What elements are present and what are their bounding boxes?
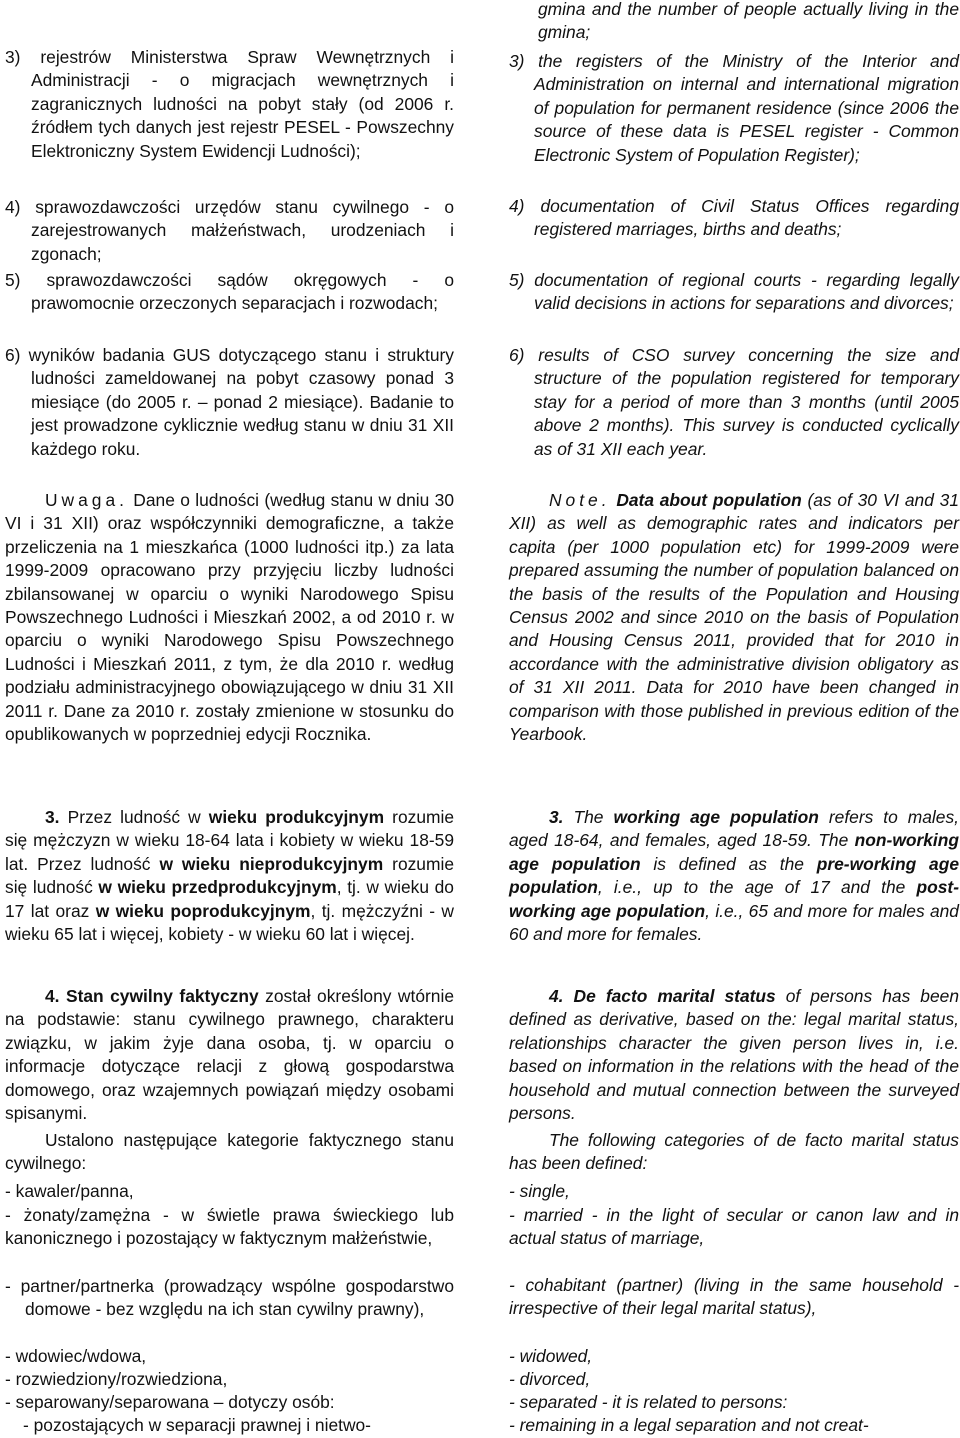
pl-s3-term-nonworking-age: w wieku nieprodukcyjnym (159, 853, 384, 874)
pl-section-3-number: 3. (45, 807, 60, 827)
en-categories-intro: The following categories of de facto marital status has been defined: (509, 1130, 959, 1174)
pl-section-3 (5, 806, 454, 946)
en-section-3 (509, 806, 959, 946)
pl-s3-text-e: rozumie się ludność (5, 853, 455, 898)
pl-s3-text-c: rozumie się mężczyzn w wieku 18-64 lata i kobiety w wieku 18-59 lat. Przez ludność (5, 807, 455, 874)
en-section-4 (509, 985, 959, 1125)
en-list-item-5: 5) documentation of regional courts - regarding legally valid decisions in actions for separations and divorces; (509, 270, 959, 314)
en-category-4: - widowed, (509, 1346, 593, 1366)
pl-categories-intro: Ustalono następujące kategorie faktycznego stanu cywilnego: (5, 1130, 454, 1174)
en-note-label: Note. (549, 490, 611, 510)
pl-list-item-3: 3) rejestrów Ministerstwa Spraw Wewnętrznych i Administracji - o migracjach wewnętrznych i zagranicznych ludności na pobyt stały (od 2006 r. źródłem tych danych jest rejestr PESEL - Powszechny Elektroniczny System Ewidencji Ludności); (5, 47, 454, 161)
en-list-item-6: 6) results of CSO survey concerning the size and structure of the population registered for temporary stay for a period of more than 3 months (until 2005 above 2 months). This survey is conducted cyclically as of 31 XII each year. (509, 345, 959, 459)
en-note-text: (as of 30 VI and 31 XII) as well as demographic rates and indicators per capita (per 1000 population etc) for 1999-2009 were prepared assuming the number of population balanced on the basis of the results of the Population and Housing Census 2002 and since 2010 on the basis of Population and Housing Census 2011, provided that for 2010 in accordance with the administrative division obligatory as of 31 XII 2011. Data for 2010 have been changed in comparison with those published in previous edition of the Yearbook. (509, 490, 959, 745)
en-list-item-4: 4) documentation of Civil Status Offices regarding registered marriages, births and deaths; (509, 196, 959, 240)
en-s3-term-postworking-age: post-working age population (509, 877, 959, 921)
en-category-3: - cohabitant (partner) (living in the same household - irrespective of their legal marital status), (509, 1275, 959, 1319)
en-s3-text-c: refers to males, aged 18-64, and females, aged 18-59. The (509, 807, 959, 851)
en-note-term: Data about population (610, 490, 802, 510)
pl-section-4-number: 4. (45, 986, 60, 1006)
en-s3-term-nonworking-age: non-working age population (509, 830, 959, 874)
en-category-1: - single, (509, 1181, 570, 1201)
en-category-6: - separated - it is related to persons: (509, 1392, 788, 1412)
en-category-2: - married - in the light of secular or canon law and in actual status of marriage, (509, 1205, 959, 1249)
pl-category-4: - wdowiec/wdowa, (5, 1346, 147, 1366)
en-continuation: gmina and the number of people actually living in the gmina; (538, 0, 959, 43)
pl-list-item-4: 4) sprawozdawczości urzędów stanu cywilnego - o zarejestrowanych małżeństwach, urodzeniach i zgonach; (5, 197, 454, 264)
pl-s3-term-postworking-age: w wieku poprodukcyjnym (95, 900, 311, 921)
en-s3-text-a: The (563, 807, 614, 827)
en-s4-text: of persons has been defined as derivative, based on the: legal marital status, relationships character the given person lives in, i.e. based on information in the relations with the head of the household and mutual connection between the surveyed persons. (509, 986, 959, 1124)
en-s3-text-i: , i.e., 65 and more for males and 60 and more for females. (509, 900, 959, 945)
pl-s3-term-working-age: wieku produkcyjnym (208, 807, 385, 827)
pl-category-1: - kawaler/panna, (5, 1181, 134, 1201)
en-list-item-3: 3) the registers of the Ministry of the Interior and Administration on internal and international migration of population for permanent residence (since 2006 the source of these data is PESEL register - Common Electronic System of Population Register); (509, 51, 959, 165)
en-section-3-number: 3. (549, 807, 564, 827)
pl-category-2: - żonaty/zamężna - w świetle prawa świeckiego lub kanonicznego i pozostający w faktycznym małżeństwie, (5, 1205, 454, 1249)
en-s3-text-g: , i.e., up to the age of 17 and the (597, 877, 917, 898)
en-s3-text-e: is defined as the (640, 853, 817, 874)
en-category-5: - divorced, (509, 1369, 591, 1389)
pl-category-6a: - pozostających w separacji prawnej i nietwo- (23, 1415, 371, 1435)
pl-list-item-6: 6) wyników badania GUS dotyczącego stanu i struktury ludności zameldowanej na pobyt czasowy ponad 3 miesiące (do 2005 r. – ponad 2 miesiące). Badanie to jest prowadzone cyklicznie według stanu w dniu 31 XII każdego roku. (5, 345, 454, 459)
en-category-6a: - remaining in a legal separation and not creat- (509, 1415, 869, 1435)
pl-s3-text-g: , tj. w wieku do 17 lat oraz (5, 877, 454, 921)
pl-note-label: Uwaga. (45, 490, 128, 510)
pl-s3-text-i: , tj. mężczyźni - w wieku 65 lat i więcej, kobiety - w wieku 60 lat i więcej. (5, 900, 454, 945)
en-s3-term-working-age: working age population (613, 807, 819, 827)
pl-s3-text-a: Przez ludność w (59, 807, 209, 827)
pl-s4-text: został określony wtórnie na podstawie: stanu cywilnego prawnego, charakteru związku, w jakim żyje dana osoba, tj. w oparciu o informacje dotyczące relacji z głową gospodarstwa domowego, oraz wzajemnych powiązań między osobami spisanymi. (5, 986, 454, 1124)
en-s4-term-de-facto: De facto marital status (563, 986, 776, 1006)
en-s3-term-preworking-age: pre-working age population (509, 853, 959, 898)
en-section-4-number: 4. (549, 986, 564, 1006)
pl-list-item-5: 5) sprawozdawczości sądów okręgowych - o prawomocnie orzeczonych separacjach i rozwodach; (5, 270, 454, 314)
pl-note-text: Dane o ludności (według stanu w dniu 30 VI i 31 XII) oraz współczynniki demograficzne, a także przeliczenia na 1 mieszkańca (1000 ludności itp.) za lata 1999-2009 opracowano przy przyjęciu liczby ludności zbilansowanej w oparciu o wyniki Narodowego Spisu Powszechnego Ludności i Mieszkań 2002, a od 2010 r. w oparciu o wyniki Narodowego Spisu Powszechnego Ludności i Mieszkań 2011, z tym, że dla 2010 r. według podziału administracyjnego obowiązującego w dniu 31 XII 2011 r. Dane za 2010 r. zostały zmienione w stosunku do opublikowanych w poprzedniej edycji Rocznika. (5, 490, 454, 745)
pl-note-paragraph (5, 489, 454, 746)
pl-s4-term-de-facto: Stan cywilny faktyczny (59, 986, 259, 1006)
en-note-paragraph (509, 489, 959, 746)
pl-category-3: - partner/partnerka (prowadzący wspólne gospodarstwo domowe - bez względu na ich stan cywilny prawny), (5, 1276, 454, 1320)
pl-section-4 (5, 985, 454, 1125)
pl-s3-term-preworking-age: w wieku przedprodukcyjnym (98, 877, 337, 898)
pl-category-5: - rozwiedziony/rozwiedziona, (5, 1369, 228, 1389)
pl-category-6: - separowany/separowana – dotyczy osób: (5, 1392, 335, 1412)
